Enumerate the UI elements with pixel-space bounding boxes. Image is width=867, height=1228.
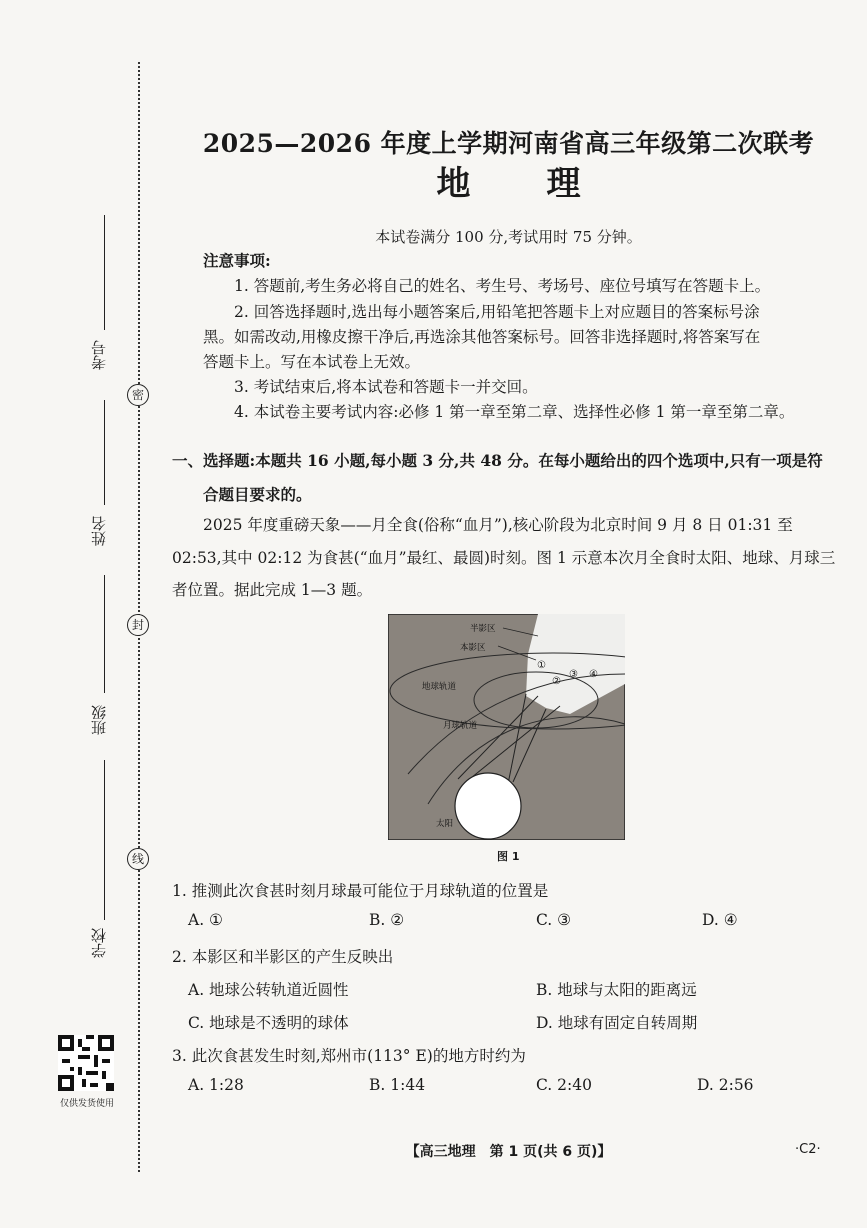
notice-item-2: 2. 回答选择题时,选出每小题答案后,用铅笔把答题卡上对应题目的答案标号涂 [234, 303, 760, 321]
stem-line-2: 02:53,其中 02:12 为食甚(“血月”最红、最圆)时刻。图 1 示意本次月全食时太阳、地球、月球三 [172, 549, 836, 567]
stem-line-3: 者位置。据此完成 1—3 题。 [172, 581, 373, 599]
question-1-stem: 1. 推测此次食甚时刻月球最可能位于月球轨道的位置是 [172, 882, 549, 900]
question-2-stem: 2. 本影区和半影区的产生反映出 [172, 948, 394, 966]
qr-note: 仅供发货使用 [59, 1099, 114, 1109]
q2-option-b[interactable]: B. 地球与太阳的距离远 [536, 981, 697, 999]
xingming-write-line[interactable] [104, 400, 105, 505]
qr-code-icon [58, 1035, 114, 1091]
exam-title: 2025—2026 年度上学期河南省高三年级第二次联考 [202, 129, 815, 158]
label-banji: 班级 [90, 705, 108, 735]
q2-option-c[interactable]: C. 地球是不透明的球体 [188, 1014, 349, 1032]
label-umbra: 本影区 [460, 643, 486, 653]
notice-item-3: 3. 考试结束后,将本试卷和答题卡一并交回。 [234, 378, 538, 396]
q1-option-a[interactable]: A. ① [188, 911, 223, 929]
label-xuexiao: 学校 [90, 928, 108, 958]
label-kaohao: 考号 [90, 340, 108, 370]
label-earth-orbit: 地球轨道 [422, 682, 457, 692]
position-2: ② [552, 676, 561, 687]
q2-option-a[interactable]: A. 地球公转轨道近圆性 [188, 981, 349, 999]
position-4: ④ [589, 669, 598, 680]
label-sun: 太阳 [436, 819, 454, 829]
section1-instruction-cont: 合题目要求的。 [203, 485, 312, 504]
subject-char-2: 理 [546, 164, 581, 204]
page-footer: 【高三地理 第 1 页(共 6 页)】 [405, 1144, 612, 1160]
q3-option-d[interactable]: D. 2:56 [697, 1076, 754, 1094]
seal-xian: 线 [127, 848, 149, 870]
label-moon-orbit: 月球轨道 [443, 721, 478, 731]
position-3: ③ [569, 669, 578, 680]
notice-heading: 注意事项: [203, 251, 271, 270]
seal-feng: 封 [127, 614, 149, 636]
q3-option-a[interactable]: A. 1:28 [188, 1076, 244, 1094]
position-1: ① [537, 660, 546, 671]
notice-item-1: 1. 答题前,考生务必将自己的姓名、考生号、考场号、座位号填写在答题卡上。 [234, 277, 771, 295]
seal-mi: 密 [127, 384, 149, 406]
label-xingming: 姓名 [90, 516, 108, 546]
question-3-stem: 3. 此次食甚发生时刻,郑州市(113° E)的地方时约为 [172, 1047, 526, 1065]
q1-option-d[interactable]: D. ④ [702, 911, 738, 929]
banji-write-line[interactable] [104, 575, 105, 693]
exam-meta: 本试卷满分 100 分,考试用时 75 分钟。 [375, 228, 642, 246]
subject-char-1: 地 [436, 164, 471, 204]
kaohao-write-line[interactable] [104, 215, 105, 330]
stem-line-1: 2025 年度重磅天象——月全食(俗称“血月”),核心阶段为北京时间 9 月 8 日 01:31 至 [203, 516, 793, 534]
xuexiao-write-line[interactable] [104, 760, 105, 920]
paper-code: ·C2· [795, 1142, 821, 1157]
q2-option-d[interactable]: D. 地球有固定自转周期 [536, 1014, 698, 1032]
q3-option-c[interactable]: C. 2:40 [536, 1076, 592, 1094]
notice-item-4: 4. 本试卷主要考试内容:必修 1 第一章至第二章、选择性必修 1 第一章至第二章。 [234, 403, 795, 421]
notice-item-2-end: 答题卡上。写在本试卷上无效。 [203, 353, 421, 371]
notice-item-2-cont: 黑。如需改动,用橡皮擦干净后,再选涂其他答案标号。回答非选择题时,将答案写在 [203, 328, 761, 346]
section1-instruction: 一、选择题:本题共 16 小题,每小题 3 分,共 48 分。在每小题给出的四个选项中,只有一项是符 [172, 451, 823, 470]
figure-caption: 图 1 [497, 850, 520, 863]
figure-eclipse-diagram [388, 614, 625, 840]
label-penumbra: 半影区 [470, 624, 496, 634]
subject-title [150, 156, 867, 205]
q1-option-b[interactable]: B. ② [369, 911, 405, 929]
q1-option-c[interactable]: C. ③ [536, 911, 572, 929]
q3-option-b[interactable]: B. 1:44 [369, 1076, 426, 1094]
